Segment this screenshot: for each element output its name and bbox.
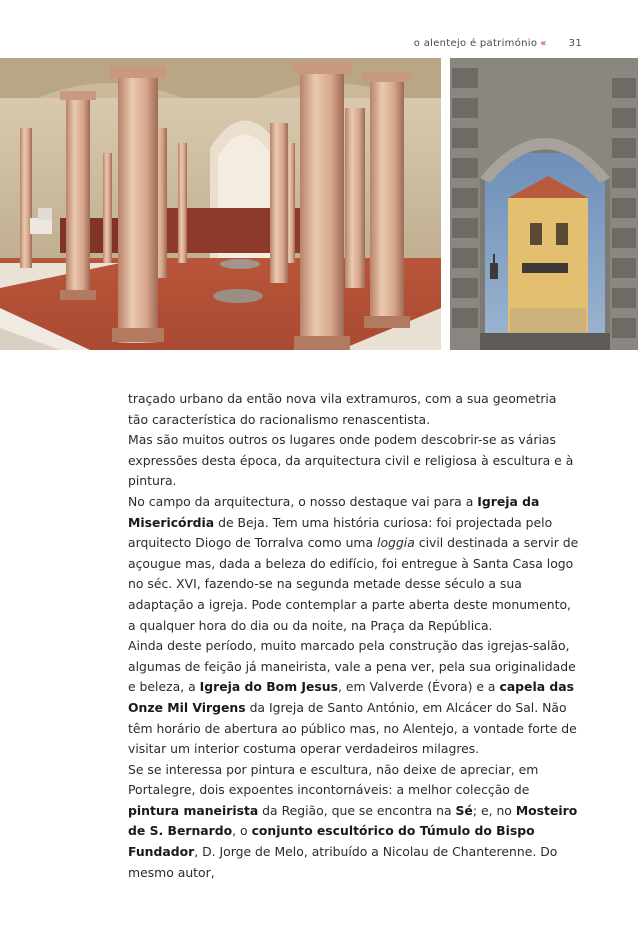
paragraph-5 [128,760,580,884]
highlight-igreja-bom-jesus: Igreja do Bom Jesus [199,679,339,695]
paragraph-2 [128,430,580,492]
stone-archway-photo [450,58,638,350]
text-run: Se se interessa por pintura e escultura, não deixe de apreciar, em Portalegre, dois expoentes incontornáveis: a melhor colecção de [128,761,539,798]
text-run: da Igreja de Santo António, em Alcácer do Sal. Não têm horário de abertura ao público mas, no Alentejo, a vontade forte de visitar um interior costuma operar verdadeiros milagres. [128,699,577,757]
paragraph-3 [128,492,580,636]
text-run: de Beja. Tem uma história curiosa: foi projectada pelo arquitecto Diogo de Torralva como uma [128,514,553,551]
text-run: Ainda deste período, muito marcado pela construção das igrejas-salão, algumas de feição já maneirista, vale a pena ver, pela sua originalidade e beleza, a [128,638,576,695]
running-header [414,38,582,49]
text-run: civil destinada a servir de açougue mas, dada a beleza do edifício, foi entregue à Santa Casa logo no séc. XVI, fazendo-se na segunda metade desse século a sua adaptação a igreja. Pode contemplar a parte aberta deste monumento, a qualquer hora do dia ou da noite, na Praça da República. [128,535,579,633]
text-run: da Região, que se encontra na [258,802,456,818]
guillemet-mark: « [540,38,547,49]
paragraph-1 [128,389,580,430]
italic-loggia: loggia [377,535,415,551]
highlight-mosteiro-s-bernardo: Mosteiro de S. Bernardo [128,802,578,839]
paragraph-4 [128,636,580,760]
text-run: ; e, no [472,802,516,818]
highlight-tumulo-bispo-fundador: conjunto escultórico do Túmulo do Bispo Fundador [128,823,535,860]
text-run: , D. Jorge de Melo, atribuído a Nicolau de Chanterenne. Do mesmo autor, [128,844,558,880]
section-title: o alentejo é património [413,38,538,49]
cloister-columns-photo [0,58,441,350]
text-run: traçado urbano da então nova vila extramuros, com a sua geometria tão característica do racionalismo renascentista. [128,391,557,427]
text-run: No campo da arquitectura, o nosso destaque vai para a [128,493,478,509]
text-run: , em Valverde (Évora) e a [338,679,500,695]
highlight-igreja-misericordia: Igreja da Misericórdia [128,493,540,530]
highlight-pintura-maneirista: pintura maneirista [128,802,259,818]
text-run: , o [232,823,252,839]
text-run: Mas são muitos outros os lugares onde podem descobrir-se as várias expressões desta época, da arquitectura civil e religiosa à escultura e à pintura. [128,432,574,489]
highlight-capela-onze-mil-virgens: capela das Onze Mil Virgens [128,679,574,715]
highlight-se: Sé [455,802,473,818]
article-body [128,389,580,883]
page-number: 31 [568,38,582,49]
